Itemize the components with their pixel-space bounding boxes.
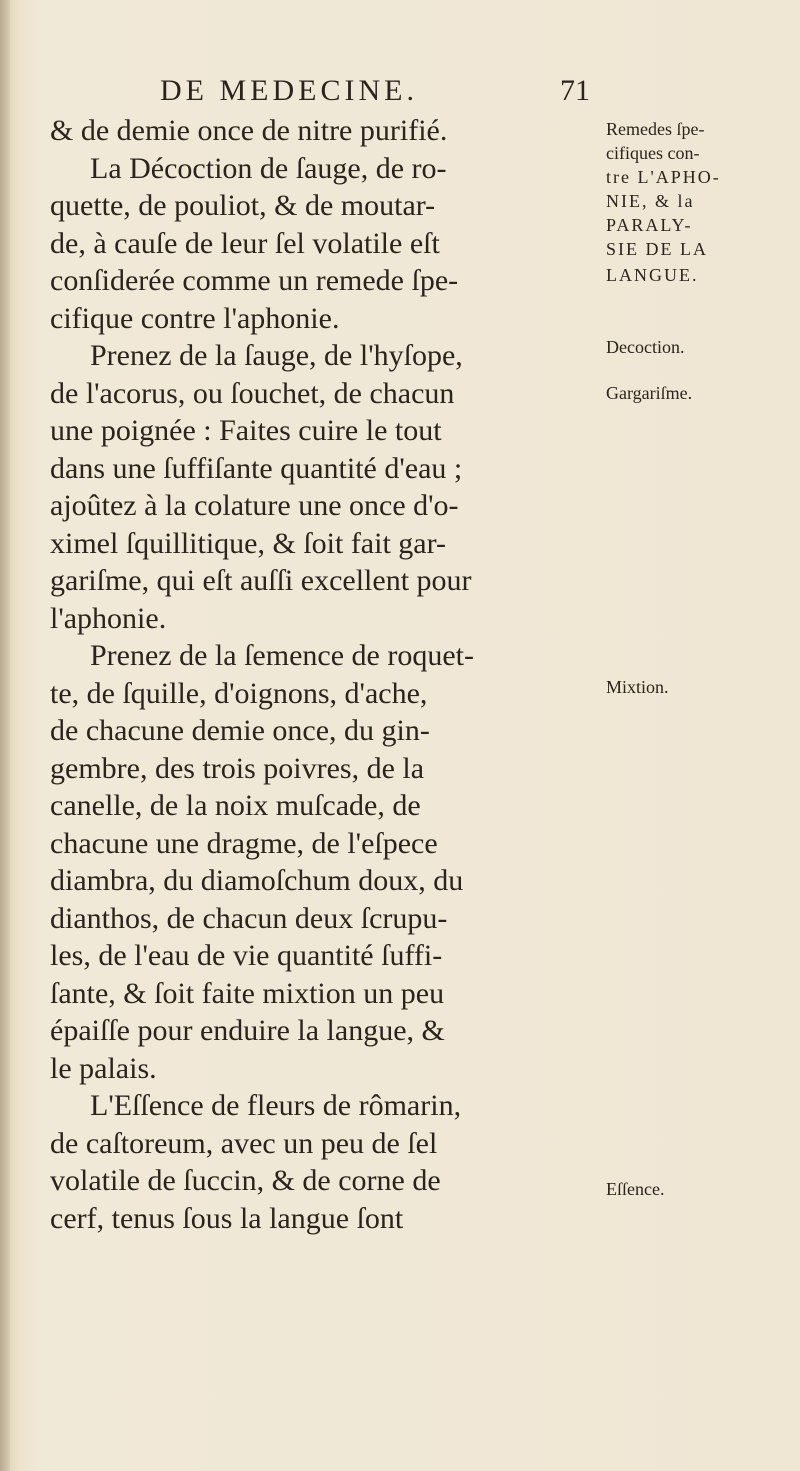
margin-note: SIE DE LA (606, 239, 708, 259)
body-line: ajoûtez à la colature une once d'o- (50, 489, 459, 522)
body-line: le palais. (50, 1051, 157, 1085)
body-line: cerf, tenus ſous la langue ſont (50, 1201, 404, 1235)
body-line: ximel ſquillitique, & ſoit fait gar- (50, 526, 446, 560)
margin-note-gargarisme: Gargariſme. (606, 383, 693, 403)
margin-note-decoction: Decoction. (606, 337, 685, 357)
body-line: gariſme, qui eſt auſſi excellent pour (50, 564, 472, 597)
body-line: l'aphonie. (50, 601, 167, 635)
body-line: une poignée : Faites cuire le tout (50, 414, 442, 447)
body-line: de, à cauſe de leur ſel volatile eſt (50, 226, 440, 260)
page-spine-shadow (0, 0, 10, 1471)
body-line: & de demie once de nitre purifié. (50, 114, 448, 147)
body-line: quette, de pouliot, & de moutar- (50, 189, 436, 222)
margin-note: PARALY- (606, 215, 693, 235)
running-head: DE MEDECINE. (160, 74, 418, 107)
body-line: chacune une dragme, de l'eſpece (50, 826, 438, 860)
body-line: dianthos, de chacun deux ſcrupu- (50, 901, 448, 935)
body-line: cifique contre l'aphonie. (50, 301, 340, 335)
body-line: diambra, du diamoſchum doux, du (50, 864, 464, 897)
page-number: 71 (560, 74, 590, 107)
body-line: Prenez de la ſemence de roquet- (90, 639, 474, 672)
margin-note: cifiques con- (606, 143, 700, 163)
margin-note-mixtion: Mixtion. (606, 677, 669, 697)
margin-note: NIE, & la (606, 191, 695, 211)
margin-note: tre L'APHO- (606, 167, 721, 187)
body-line: ſante, & ſoit faite mixtion un peu (50, 976, 445, 1010)
body-line: volatile de ſuccin, & de corne de (50, 1164, 441, 1197)
body-line: épaiſſe pour enduire la langue, & (50, 1014, 445, 1047)
body-line: gembre, des trois poivres, de la (50, 751, 425, 785)
margin-note: Remedes ſpe- (606, 119, 705, 139)
body-line: La Décoction de ſauge, de ro- (90, 151, 447, 185)
margin-note-essence: Eſſence. (606, 1179, 665, 1199)
body-line: de l'acorus, ou ſouchet, de chacun (50, 376, 455, 410)
body-line: dans une ſuffiſante quantité d'eau ; (50, 451, 463, 485)
body-line: Prenez de la ſauge, de l'hyſope, (90, 339, 463, 372)
body-line: de caſtoreum, avec un peu de ſel (50, 1126, 438, 1160)
body-line: L'Eſſence de fleurs de rômarin, (90, 1089, 462, 1122)
body-line: te, de ſquille, d'oignons, d'ache, (50, 676, 428, 710)
body-line: les, de l'eau de vie quantité ſuffi- (50, 939, 443, 972)
body-line: conſiderée comme un remede ſpe- (50, 264, 459, 297)
margin-note: LANGUE. (606, 265, 699, 285)
body-line: canelle, de la noix muſcade, de (50, 789, 421, 822)
body-text (50, 112, 598, 1237)
body-line: de chacune demie once, du gin- (50, 714, 430, 747)
